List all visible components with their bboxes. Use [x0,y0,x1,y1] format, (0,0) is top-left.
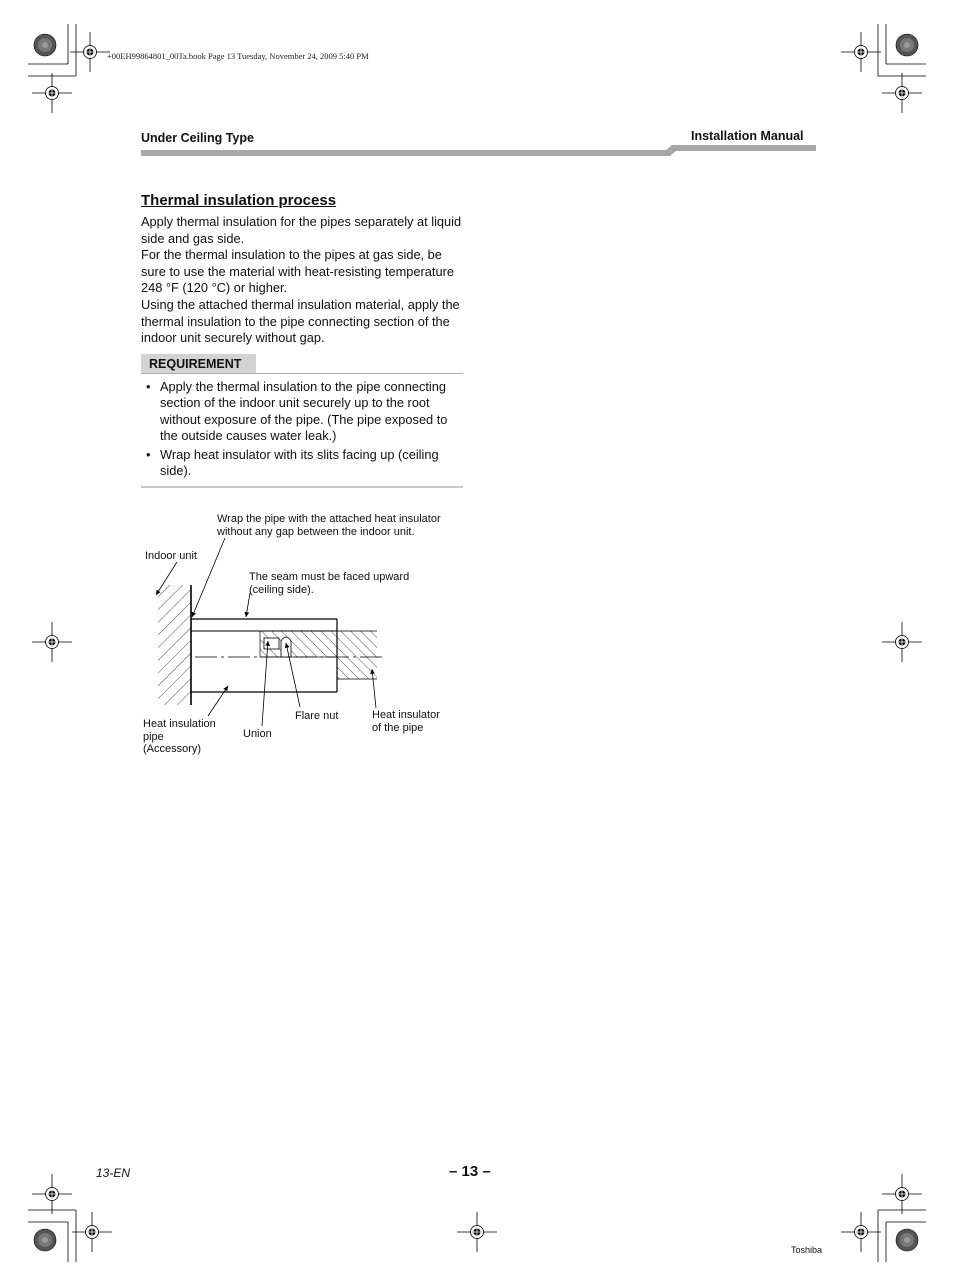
list-item: • Wrap heat insulator with its slits facing up (ceiling side). [146,446,439,478]
header-rule [141,150,666,156]
heat-insulation-pipe-label: Heat insulation pipe (Accessory) [143,718,216,755]
requirement-list [141,379,466,482]
section-title: Thermal insulation process [141,192,337,209]
header-doc-type: Under Ceiling Type [141,131,254,145]
header-rule-right [672,145,816,151]
header-rule-slant [660,144,676,157]
page-number: – 13 – [449,1163,491,1180]
page-code: 13-EN [96,1166,131,1180]
paragraph-1: Apply thermal insulation for the pipes separately at liquid side and gas side. [141,214,462,246]
wrap-note: Wrap the pipe with the attached heat insulator without any gap between the indoor unit. [217,513,441,538]
flare-nut-label: Flare nut [295,710,339,722]
indoor-unit-wall [158,585,191,705]
requirement-label: REQUIREMENT [149,357,242,371]
indoor-unit-label: Indoor unit [145,550,197,562]
book-file-line: +00EH99864801_00Ta.book Page 13 Tuesday, November 24, 2009 5:40 PM [107,51,369,61]
pipe-heat-insulator-label: Heat insulator of the pipe [372,709,440,734]
paragraph-2: For the thermal insulation to the pipes at gas side, be sure to use the material with heat-resisting temperature 248 °F (120 °C) or higher. [141,247,454,296]
header-manual-title: Installation Manual [691,129,804,143]
paragraph-3: Using the attached thermal insulation material, apply the thermal insulation to the pipe connecting section of the indoor unit securely without gap. [141,296,460,346]
requirement-divider [141,373,463,374]
brand-name: Toshiba [791,1245,823,1255]
flare-nut-union [260,631,337,657]
pipe-heat-insulator [337,631,377,679]
union-label: Union [243,728,272,740]
seam-note: The seam must be faced upward (ceiling side). [249,571,410,596]
body-text [141,214,466,347]
list-item: • Apply the thermal insulation to the pipe connecting section of the indoor unit securely up to the root without exposure of the pipe. (The pipe exposed to the outside causes water leak.) [146,379,448,443]
requirement-end-rule [141,486,463,488]
